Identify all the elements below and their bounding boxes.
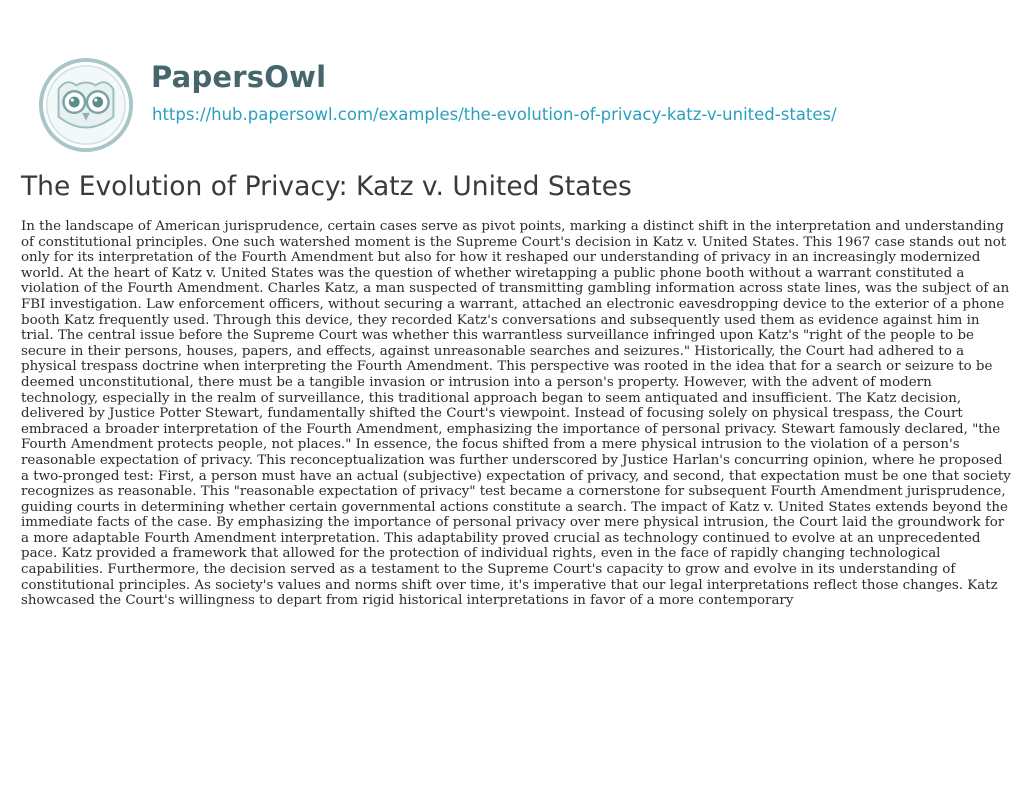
document-body: In the landscape of American jurisprudence, certain cases serve as pivot points, marking a distinct shift in the interpretation and understanding of constitutional principles. One such watershed moment is the Supreme Court's decision in Katz v. United States. This 1967 case stands out not only for its interpretation of the Fourth Amendment but also for how it reshaped our understanding of privacy in an increasingly modernized world. At the heart of Katz v. United States was the question of whether wiretapping a public phone booth without a warrant constituted a violation of the Fourth Amendment. Charles Katz, a man suspected of transmitting gambling information across state lines, was the subject of an FBI investigation. Law enforcement officers, without securing a warrant, attached an electronic eavesdropping device to the exterior of a phone booth Katz frequently used. Through this device, they recorded Katz's conversations and subsequently used them as evidence against him in trial. The central issue before the Supreme Court was whether this warrantless surveillance infringed upon Katz's "right of the people to be secure in their persons, houses, papers, and effects, against unreasonable searches and seizures." Historically, the Court had adhered to a physical trespass doctrine when interpreting the Fourth Amendment. This perspective was rooted in the idea that for a search or seizure to be deemed unconstitutional, there must be a tangible invasion or intrusion into a person's property. However, with the advent of modern technology, especially in the realm of surveillance, this traditional approach began to seem antiquated and insufficient. The Katz decision, delivered by Justice Potter Stewart, fundamentally shifted the Court's viewpoint. Instead of focusing solely on physical trespass, the Court embraced a broader interpretation of the Fourth Amendment, emphasizing the importance of personal privacy. Stewart famously declared, "the Fourth Amendment protects people, not places." In essence, the focus shifted from a mere physical intrusion to the violation of a person's reasonable expectation of privacy. This reconceptualization was further underscored by Justice Harlan's concurring opinion, where he proposed a two-pronged test: First, a person must have an actual (subjective) expectation of privacy, and second, that expectation must be one that society recognizes as reasonable. This "reasonable expectation of privacy" test became a cornerstone for subsequent Fourth Amendment jurisprudence, guiding courts in determining whether certain governmental actions constitute a search. The impact of Katz v. United States extends beyond the immediate facts of the case. By emphasizing the importance of personal privacy over mere physical intrusion, the Court laid the groundwork for a more adaptable Fourth Amendment interpretation. This adaptability proved crucial as technology continued to evolve at an unprecedented pace. Katz provided a framework that allowed for the protection of individual rights, even in the face of rapidly changing technological capabilities. Furthermore, the decision served as a testament to the Supreme Court's capacity to grow and evolve in its understanding of constitutional principles. As society's values and norms shift over time, it's imperative that our legal interpretations reflect those changes. Katz showcased the Court's willingness to depart from rigid historical interpretations in favor of a more contemporary [21,219,1011,609]
owl-logo-icon [37,56,135,154]
document-title: The Evolution of Privacy: Katz v. United States [21,171,632,202]
source-url-link[interactable]: https://hub.papersowl.com/examples/the-evolution-of-privacy-katz-v-united-states/ [152,105,837,124]
brand-name: PapersOwl [151,60,327,94]
